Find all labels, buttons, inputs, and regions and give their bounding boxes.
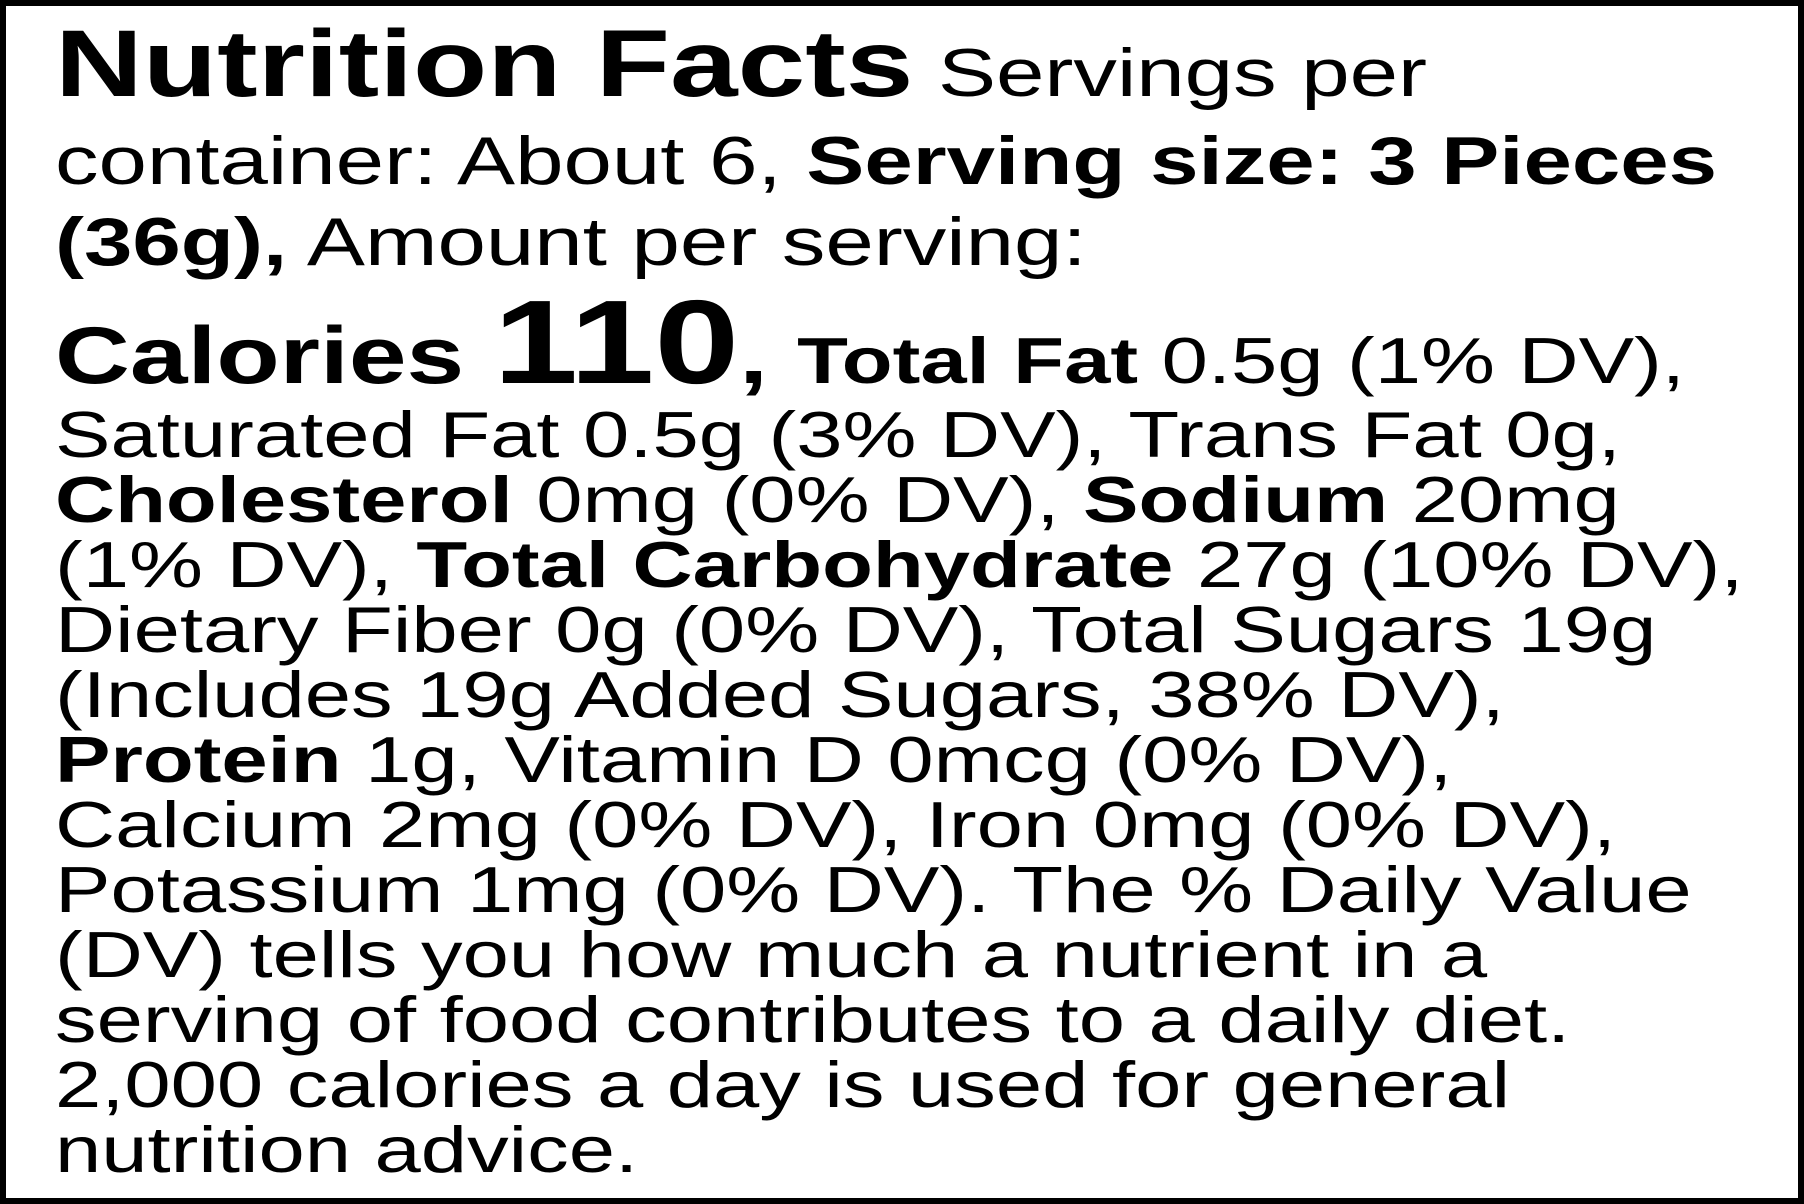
label-content	[55, 8, 1765, 1186]
total-fat-label: Total Fat	[797, 323, 1139, 397]
calories-label: Calories	[55, 310, 494, 401]
fat-values: 0.5g (1% DV), Saturated Fat 0.5g (3% DV), Trans Fat 0g,	[55, 323, 1685, 471]
servings-per-container: Servings per container: About 6,	[55, 35, 1428, 200]
carbohydrate-values: 27g (10% DV), Dietary Fiber 0g (0% DV), Total Sugars 19g (Includes 19g Added Sugars, 38% DV),	[55, 527, 1744, 731]
nutrients-paragraph	[55, 275, 1765, 1186]
cholesterol-values: 0mg (0% DV),	[512, 462, 1084, 536]
calories-value: 110	[493, 275, 740, 409]
sodium-values: 20mg (1% DV),	[55, 462, 1620, 601]
label-header-paragraph	[55, 8, 1765, 283]
amount-per-serving: Amount per serving:	[287, 203, 1087, 280]
protein-label: Protein	[55, 722, 342, 796]
label-title: Nutrition Facts	[55, 11, 914, 117]
cholesterol-label: Cholesterol	[55, 462, 513, 536]
calories-separator: ,	[739, 310, 798, 401]
total-carbohydrate-label: Total Carbohydrate	[416, 527, 1174, 601]
vitamins-and-footnote: 1g, Vitamin D 0mcg (0% DV), Calcium 2mg (0% DV), Iron 0mg (0% DV), Potassium 1mg (0% DV). The % Daily Value (DV) tells you how much a nutrient in a serving of food contributes to a daily diet. 2,000 calories a day is used for general nutrition advice.	[55, 722, 1692, 1186]
serving-size: Serving size: 3 Pieces (36g),	[55, 123, 1718, 280]
sodium-label: Sodium	[1083, 462, 1389, 536]
